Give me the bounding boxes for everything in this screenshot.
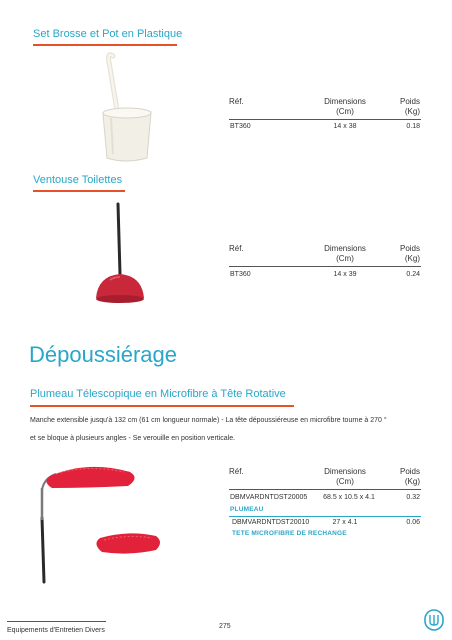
product2-title: Ventouse Toilettes xyxy=(33,174,123,186)
product3-row2-dimensions: 27 x 4.1 xyxy=(332,519,358,526)
footer-category: Equipements d'Entretien Divers xyxy=(7,627,105,634)
product2-poids: 0.24 xyxy=(406,271,420,278)
product3-row2-ref: DBMVARDNTDST20010 xyxy=(232,519,310,526)
product2-title-underline xyxy=(33,190,125,192)
product3-row-divider xyxy=(229,516,421,517)
product2-ref: BT360 xyxy=(230,271,251,278)
product3-title-underline xyxy=(30,405,294,407)
product2-dimensions-header: Dimensions (Cm) xyxy=(324,244,366,263)
section-title: Dépoussiérage xyxy=(29,342,177,367)
page-number: 275 xyxy=(219,623,231,630)
product3-row1-label: PLUMEAU xyxy=(230,506,264,513)
product1-title: Set Brosse et Pot en Plastique xyxy=(33,28,183,40)
product1-dimensions: 14 x 38 xyxy=(333,123,357,130)
product3-dimensions-header: Dimensions (Cm) xyxy=(324,467,366,486)
product2-dimensions: 14 x 39 xyxy=(333,271,357,278)
duster-image xyxy=(28,458,168,586)
product3-description: Manche extensible jusqu'à 132 cm (61 cm longueur normale) - La tête dépoussiéreuse en microfibre tourne à 270 ° et se bloque à plusieurs angles - Se verouille en position verticale. xyxy=(30,417,387,442)
brand-logo-icon xyxy=(424,609,444,631)
product1-ref-header: Réf. xyxy=(229,97,244,106)
product1-poids: 0.18 xyxy=(406,123,420,130)
product1-header-rule xyxy=(229,119,421,120)
product2-ref-header: Réf. xyxy=(229,244,244,253)
product2-poids-header: Poids (Kg) xyxy=(399,244,420,263)
toilet-brush-image xyxy=(85,48,175,168)
product3-row1-poids: 0.32 xyxy=(406,494,420,501)
product3-row1-ref: DBMVARDNTDST20005 xyxy=(230,494,308,501)
product2-header-rule xyxy=(229,266,421,267)
product1-ref: BT360 xyxy=(230,123,251,130)
footer-rule xyxy=(7,621,106,622)
plunger-image xyxy=(90,200,150,310)
product1-title-underline xyxy=(33,44,177,46)
product3-ref-header: Réf. xyxy=(229,467,244,476)
product1-poids-header: Poids (Kg) xyxy=(399,97,420,116)
product3-poids-header: Poids (Kg) xyxy=(399,467,420,486)
product3-row2-poids: 0.06 xyxy=(406,519,420,526)
product3-row2-label: TETE MICROFIBRE DE RECHANGE xyxy=(232,530,347,537)
product3-title: Plumeau Télescopique en Microfibre à Tête Rotative xyxy=(30,388,286,400)
product3-row1-dimensions: 68.5 x 10.5 x 4.1 xyxy=(323,494,375,501)
product1-dimensions-header: Dimensions (Cm) xyxy=(324,97,366,116)
product3-header-rule xyxy=(229,489,421,490)
